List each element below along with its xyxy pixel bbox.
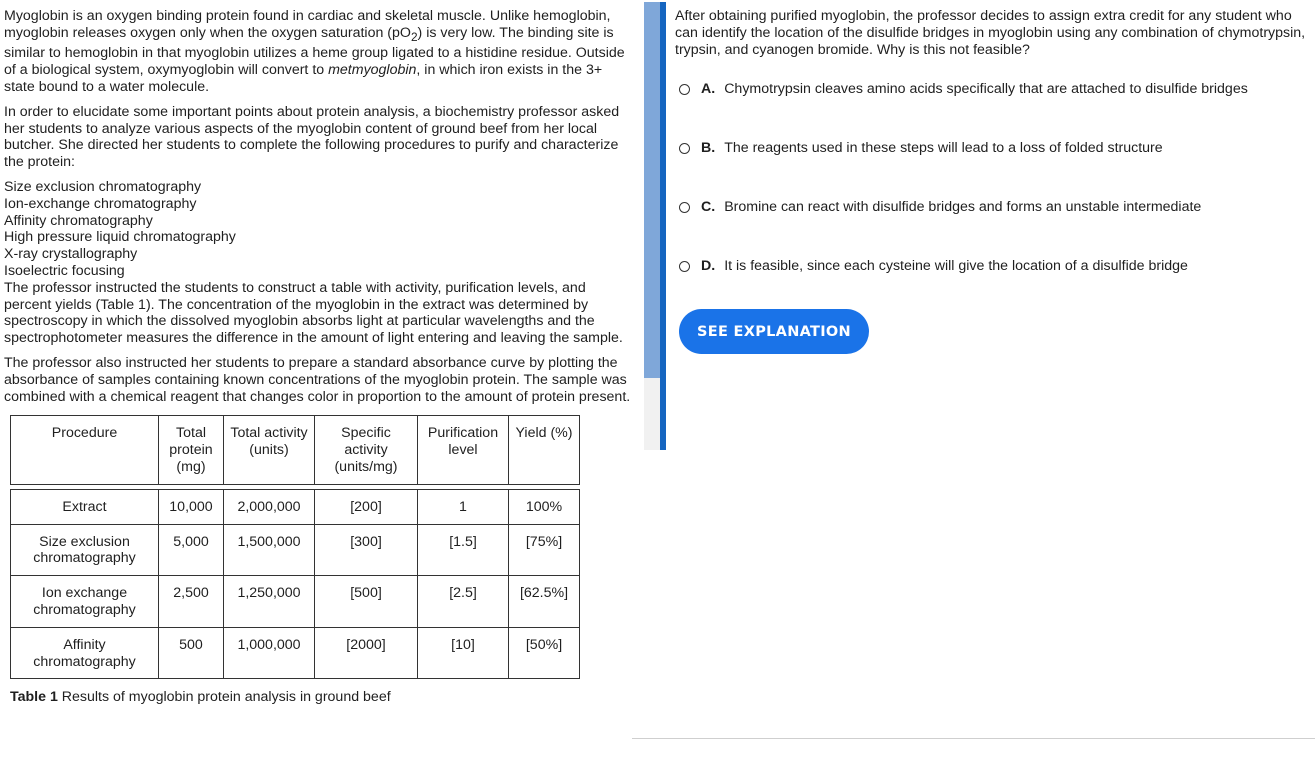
choice-text: Bromine can react with disulfide bridges and forms an unstable intermediate	[724, 199, 1202, 215]
procedure-item: High pressure liquid chromatography	[4, 229, 236, 246]
panel-divider	[660, 2, 666, 450]
table-cell: 1,000,000	[224, 627, 315, 679]
answer-choice-b[interactable]	[679, 140, 1163, 157]
table-header-cell: Specific activity (units/mg)	[315, 416, 418, 484]
table-cell: [75%]	[509, 524, 580, 576]
table-row	[11, 489, 580, 524]
table-cell: Extract	[11, 489, 159, 524]
table-caption: Table 1 Results of myoglobin protein analysis in ground beef	[10, 689, 391, 706]
procedure-item: Isoelectric focusing	[4, 262, 125, 279]
table-cell: Affinity chromatography	[11, 627, 159, 679]
choice-text: Chymotrypsin cleaves amino acids specifically that are attached to disulfide bridges	[724, 81, 1248, 97]
table-cell: [50%]	[509, 627, 580, 679]
choice-letter: B.	[701, 140, 716, 156]
answer-choice-d[interactable]	[679, 258, 1188, 275]
passage-scrollbar-thumb[interactable]	[644, 2, 660, 378]
question-stem: After obtaining purified myoglobin, the professor decides to assign extra credit for any student who can identify the location of the disulfide bridges in myoglobin using any combination of chymotrypsin, trypsin, and cyanogen bromide. Why is this not feasible?	[675, 8, 1306, 58]
choice-text: The reagents used in these steps will lead to a loss of folded structure	[724, 140, 1163, 156]
procedure-item: Size exclusion chromatography	[4, 179, 202, 195]
radio-icon[interactable]	[679, 143, 690, 154]
radio-icon[interactable]	[679, 84, 690, 95]
results-table	[10, 415, 580, 679]
table-row	[11, 524, 580, 576]
table-cell: [200]	[315, 489, 418, 524]
table-cell: 1,500,000	[224, 524, 315, 576]
table-cell: 5,000	[159, 524, 224, 576]
table-cell: [2.5]	[418, 576, 509, 628]
passage-panel	[4, 8, 636, 757]
bottom-divider	[632, 738, 1315, 739]
table-cell: 2,000,000	[224, 489, 315, 524]
radio-icon[interactable]	[679, 202, 690, 213]
table-cell: Ion exchange chromatography	[11, 576, 159, 628]
table-cell: 1	[418, 489, 509, 524]
table-header-cell: Purification level	[418, 416, 509, 484]
table-cell: Size exclusion chromatography	[11, 524, 159, 576]
passage-paragraph-4: The professor also instructed her students to prepare a standard absorbance curve by plotting the absorbance of samples containing known concentrations of the myoglobin protein. The sample was combined with a chemical reagent that changes color in proportion to the amount of protein present.	[4, 354, 631, 405]
table-cell: 2,500	[159, 576, 224, 628]
passage-paragraph-1: Myoglobin is an oxygen binding protein found in cardiac and skeletal muscle. Unlike hemoglobin, myoglobin releases oxygen only when the oxygen saturation $(pO_2)$ is very low. The binding site is similar to hemoglobin in that myoglobin utilizes a heme group ligated to a histidine residue. Outside of a biological system, oxymyoglobin will convert to metmyoglobin, in which iron exists in the 3+ state bound to a water molecule.	[4, 8, 625, 96]
procedure-list	[4, 179, 636, 280]
table-row	[11, 627, 580, 679]
table-header-cell: Total protein (mg)	[159, 416, 224, 484]
table-cell: [1.5]	[418, 524, 509, 576]
answer-choice-a[interactable]	[679, 81, 1248, 98]
table-cell: 500	[159, 627, 224, 679]
table-header-cell: Procedure	[11, 416, 159, 484]
choice-letter: C.	[701, 199, 716, 215]
table-row	[11, 576, 580, 628]
passage-paragraph-2: In order to elucidate some important points about protein analysis, a biochemistry professor asked her students to analyze various aspects of the myoglobin content of ground beef from her local butcher. She directed her students to complete the following procedures to purify and characterize the protein:	[4, 103, 620, 171]
table-cell: [62.5%]	[509, 576, 580, 628]
choice-letter: D.	[701, 258, 716, 274]
choice-text: It is feasible, since each cysteine will give the location of a disulfide bridge	[724, 258, 1188, 274]
procedure-item: X-ray crystallography	[4, 246, 138, 263]
table-cell: [2000]	[315, 627, 418, 679]
table-header-row	[11, 416, 580, 484]
radio-icon[interactable]	[679, 261, 690, 272]
table-cell: 10,000	[159, 489, 224, 524]
passage-paragraph-3: The professor instructed the students to construct a table with activity, purification levels, and percent yields (Table 1). The concentration of the myoglobin in the extract was determined by spectroscopy in which the dissolved myoglobin absorbs light at particular wavelengths and the spectrophotometer measures the difference in the amount of light entering and leaving the sample.	[4, 279, 623, 347]
see-explanation-button[interactable]: SEE EXPLANATION	[679, 309, 869, 354]
table-header-cell: Total activity (units)	[224, 416, 315, 484]
table-cell: [500]	[315, 576, 418, 628]
procedure-item: Ion-exchange chromatography	[4, 195, 197, 212]
table-cell: [10]	[418, 627, 509, 679]
choice-letter: A.	[701, 81, 716, 97]
question-panel	[675, 8, 1315, 528]
table-cell: [300]	[315, 524, 418, 576]
answer-choice-c[interactable]	[679, 199, 1201, 216]
table-header-cell: Yield (%)	[509, 416, 580, 484]
procedure-item: Affinity chromatography	[4, 212, 153, 229]
table-cell: 1,250,000	[224, 576, 315, 628]
table-cell: 100%	[509, 489, 580, 524]
